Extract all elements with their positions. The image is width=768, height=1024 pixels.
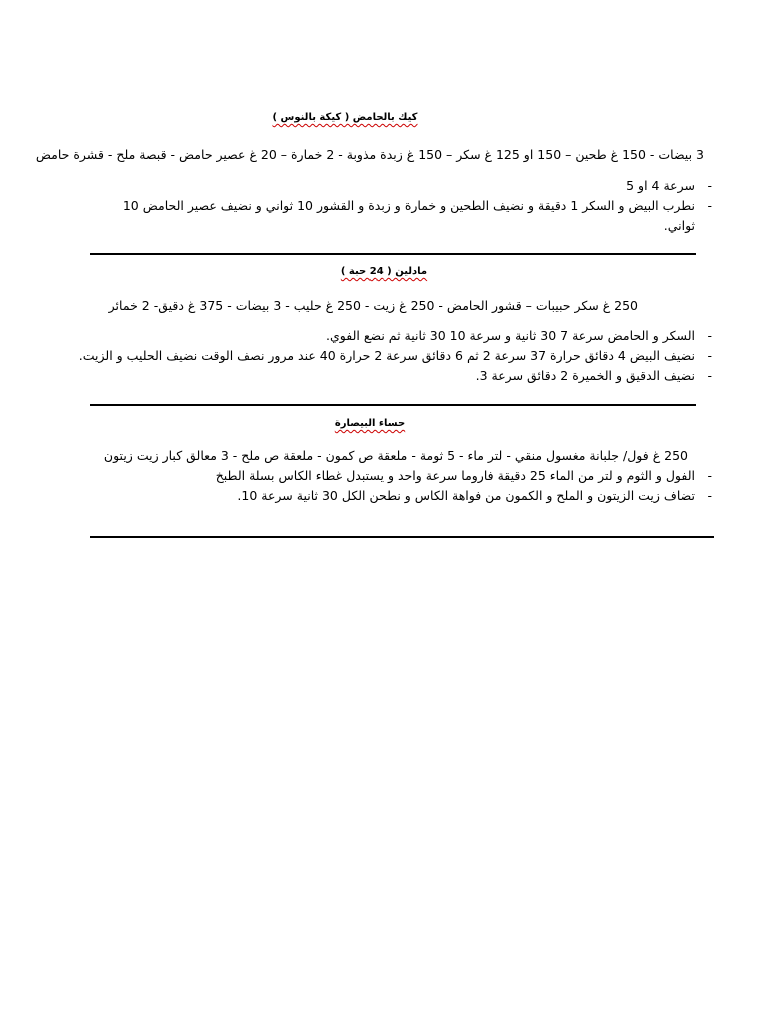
step-text: تضاف زيت الزيتون و الملح و الكمون من فواهة الكاس و نطحن الكل 30 ثانية سرعة 10. bbox=[237, 488, 695, 503]
recipe-steps bbox=[75, 466, 712, 506]
recipe-ingredients bbox=[104, 446, 688, 466]
recipe-title: مادلين ( 24 حبة ) bbox=[340, 266, 428, 277]
step-item bbox=[75, 486, 712, 506]
step-text: سرعة 4 او 5 bbox=[626, 178, 695, 193]
recipe-steps bbox=[55, 326, 712, 386]
step-item bbox=[55, 326, 712, 346]
step-text: نضيف البيض 4 دقائق حرارة 37 سرعة 2 ثم 6 دقائق سرعة 2 حرارة 40 عند مرور نصف الوقت نضيف الحليب و الزيت. bbox=[78, 348, 695, 363]
bullet-dash: - bbox=[707, 348, 712, 363]
ingredients-line: 250 غ فول/ جلبانة مغسول منقي - لتر ماء - 5 ثومة - ملعقة ص كمون - ملعقة ص ملح - 3 معالق كبار زيت زيتون bbox=[103, 448, 688, 463]
bullet-dash: - bbox=[707, 328, 712, 343]
bullet-dash: - bbox=[707, 468, 712, 483]
recipe-title: كيك بالحامض ( كيكة بالنوس ) bbox=[272, 112, 418, 123]
step-text: نطرب البيض و السكر 1 دقيقة و نضيف الطحين و خمارة و زبدة و القشور 10 ثواني و نضيف عصير الحامض 10 ثواني. bbox=[122, 198, 695, 233]
section-divider bbox=[90, 536, 714, 538]
ingredients-line: 3 بيضات - 150 غ طحين – 150 او 125 غ سكر – 150 غ زبدة مذوبة - 2 خمارة – 20 غ عصير حامض - قبصة ملح - قشرة حامض bbox=[35, 147, 704, 162]
recipe-ingredients bbox=[109, 296, 638, 316]
ingredients-line: 250 غ سكر حبيبات – قشور الحامض - 250 غ زيت - 250 غ حليب - 3 بيضات - 375 غ دقيق- 2 خمائر bbox=[108, 298, 638, 313]
recipe-steps bbox=[115, 176, 712, 236]
recipe-title: حساء البيصارة bbox=[334, 418, 406, 429]
step-text: الفول و الثوم و لتر من الماء 25 دقيقة فاروما سرعة واحد و يستبدل غطاء الكاس بسلة الطبخ bbox=[215, 468, 695, 483]
step-text: نضيف الدقيق و الخميرة 2 دقائق سرعة 3. bbox=[475, 368, 695, 383]
recipe-lemon-cake bbox=[40, 112, 710, 123]
step-item bbox=[115, 176, 712, 196]
bullet-dash: - bbox=[707, 488, 712, 503]
step-text: السكر و الحامض سرعة 7 30 ثانية و سرعة 10 30 ثانية ثم نضع الفوي. bbox=[326, 328, 695, 343]
bullet-dash: - bbox=[707, 198, 712, 213]
step-item bbox=[55, 346, 712, 366]
section-divider bbox=[90, 253, 696, 255]
step-item bbox=[75, 466, 712, 486]
recipe-bissara-soup bbox=[40, 418, 740, 429]
bullet-dash: - bbox=[707, 178, 712, 193]
step-item bbox=[115, 196, 712, 236]
recipe-madeleine bbox=[40, 266, 740, 277]
recipe-ingredients bbox=[36, 145, 704, 165]
bullet-dash: - bbox=[707, 368, 712, 383]
step-item bbox=[55, 366, 712, 386]
section-divider bbox=[90, 404, 696, 406]
